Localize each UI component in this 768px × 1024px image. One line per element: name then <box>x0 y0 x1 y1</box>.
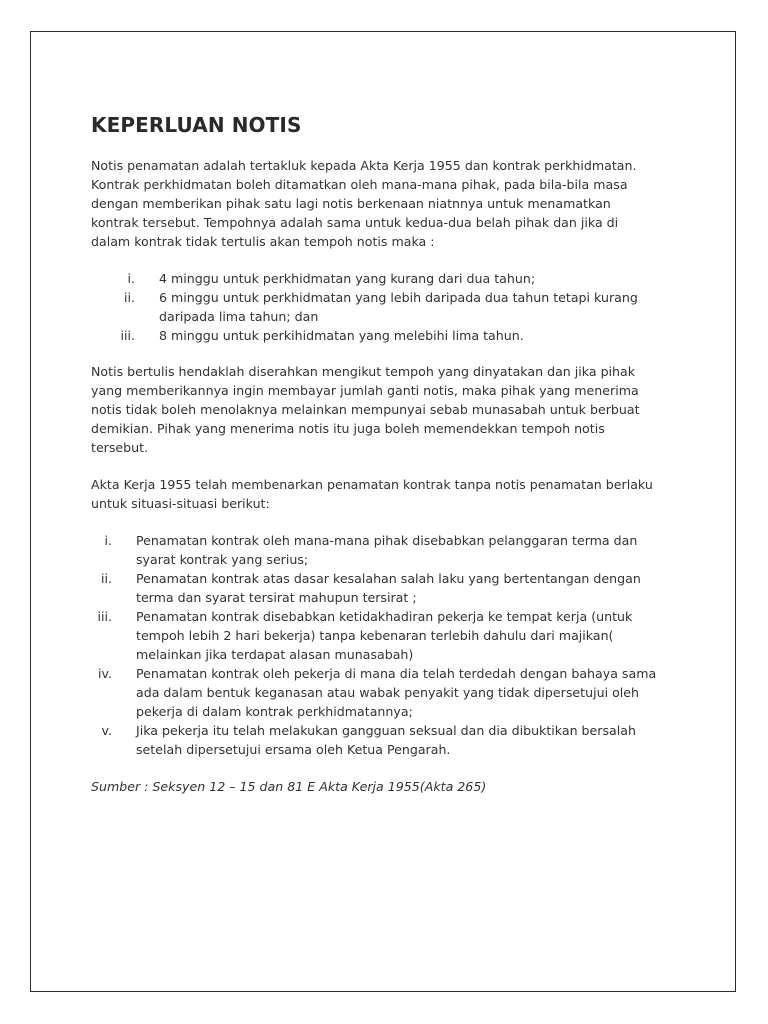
list-item-text: 4 minggu untuk perkhidmatan yang kurang dari dua tahun; <box>159 271 536 286</box>
list-item <box>91 269 570 288</box>
notice-period-list <box>91 269 638 345</box>
paragraph-line: demikian. Pihak yang menerima notis itu juga boleh memendekkan tempoh notis <box>91 421 605 436</box>
source-citation: Sumber : Seksyen 12 – 15 dan 81 E Akta Kerja 1955(Akta 265) <box>91 779 487 794</box>
list-item-text: syarat kontrak yang serius; <box>136 552 309 567</box>
exceptions-intro-paragraph <box>91 475 653 513</box>
list-item <box>91 607 633 664</box>
list-item-number: v. <box>101 723 112 738</box>
list-item-text: 8 minggu untuk perkihidmatan yang melebihi lima tahun. <box>159 328 524 343</box>
list-item-number: ii. <box>123 290 135 305</box>
intro-paragraph <box>91 156 637 251</box>
list-item-text: setelah dipersetujui ersama oleh Ketua Pengarah. <box>136 742 451 757</box>
list-item-text: pekerja di dalam kontrak perkhidmatannya; <box>136 704 413 719</box>
document-page <box>30 31 736 992</box>
paragraph-line: Notis bertulis hendaklah diserahkan mengikut tempoh yang dinyatakan dan jika pihak <box>91 364 636 379</box>
list-item <box>91 326 570 345</box>
intro-line: dalam kontrak tidak tertulis akan tempoh notis maka : <box>91 234 435 249</box>
list-item-text: Penamatan kontrak disebabkan ketidakhadiran pekerja ke tempat kerja (untuk <box>136 609 633 624</box>
list-item-text: Penamatan kontrak atas dasar kesalahan salah laku yang bertentangan dengan <box>136 571 641 586</box>
list-item-text: 6 minggu untuk perkhidmatan yang lebih daripada dua tahun tetapi kurang <box>159 290 638 305</box>
list-item-text: daripada lima tahun; dan <box>159 309 319 324</box>
list-item-text: Penamatan kontrak oleh mana-mana pihak disebabkan pelanggaran terma dan <box>136 533 638 548</box>
list-item-text: terma dan syarat tersirat mahupun tersirat ; <box>136 590 417 605</box>
list-item-text: melainkan jika terdapat alasan munasabah) <box>136 647 414 662</box>
exceptions-list <box>91 531 657 759</box>
list-item-text: Penamatan kontrak oleh pekerja di mana dia telah terdedah dengan bahaya sama <box>136 666 657 681</box>
list-item <box>91 531 638 569</box>
paragraph-line: Akta Kerja 1955 telah membenarkan penamatan kontrak tanpa notis penamatan berlaku <box>91 477 653 492</box>
intro-line: Kontrak perkhidmatan boleh ditamatkan oleh mana-mana pihak, pada bila-bila masa <box>91 177 628 192</box>
paragraph-line: notis tidak boleh menolaknya melainkan mempunyai sebab munasabah untuk berbuat <box>91 402 640 417</box>
list-item-text: Jika pekerja itu telah melakukan gangguan seksual dan dia dibuktikan bersalah <box>136 723 636 738</box>
list-item <box>91 721 636 759</box>
paragraph-line: untuk situasi-situasi berikut: <box>91 496 270 511</box>
list-item-number: ii. <box>100 571 112 586</box>
intro-line: Notis penamatan adalah tertakluk kepada Akta Kerja 1955 dan kontrak perkhidmatan. <box>91 158 637 173</box>
list-item-number: i. <box>104 533 112 548</box>
list-item <box>91 569 641 607</box>
written-notice-paragraph <box>91 362 640 457</box>
list-item-number: iii. <box>97 609 112 624</box>
intro-line: dengan memberikan pihak satu lagi notis berkenaan niatnnya untuk menamatkan <box>91 196 611 211</box>
list-item <box>91 288 638 326</box>
list-item-text: tempoh lebih 2 hari bekerja) tanpa kebenaran terlebih dahulu dari majikan( <box>136 628 614 643</box>
intro-line: kontrak tersebut. Tempohnya adalah sama untuk kedua-dua belah pihak dan jika di <box>91 215 619 230</box>
list-item-number: iii. <box>120 328 135 343</box>
list-item <box>91 664 657 721</box>
list-item-number: iv. <box>98 666 112 681</box>
paragraph-line: tersebut. <box>91 440 149 455</box>
page-title: KEPERLUAN NOTIS <box>91 113 302 137</box>
list-item-number: i. <box>127 271 135 286</box>
paragraph-line: yang memberikannya ingin membayar jumlah ganti notis, maka pihak yang menerima <box>91 383 639 398</box>
list-item-text: ada dalam bentuk keganasan atau wabak penyakit yang tidak dipersetujui oleh <box>136 685 639 700</box>
